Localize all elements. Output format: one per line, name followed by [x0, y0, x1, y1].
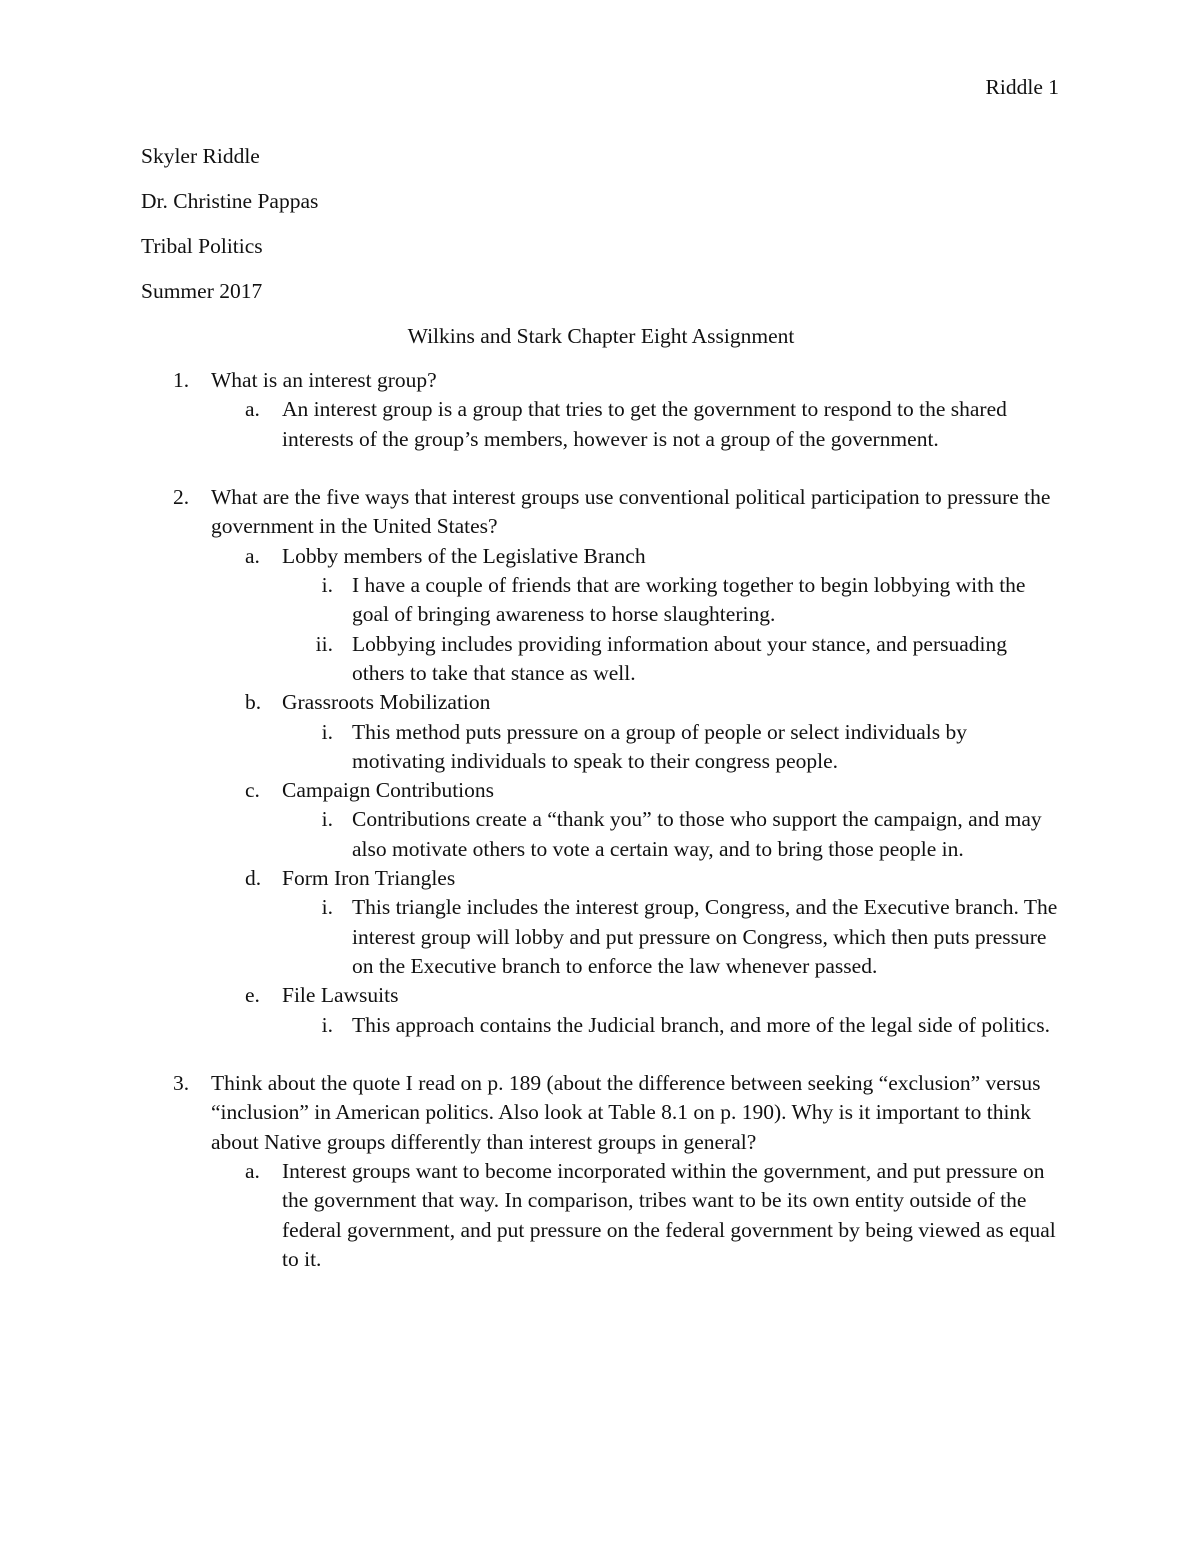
- document-title: Wilkins and Stark Chapter Eight Assignment: [407, 324, 795, 348]
- answer-marker: b.: [245, 690, 262, 715]
- answer-text: Lobby members of the Legislative Branch: [282, 543, 646, 568]
- answer-marker: a.: [245, 1159, 260, 1184]
- sub-answer-marker: i.: [321, 895, 333, 920]
- sub-answer-text: This method puts pressure on a group of people or select individuals by motivating individuals to speak to their congress people.: [352, 719, 968, 773]
- sub-answer-item: [141, 1011, 1061, 1040]
- answer-text: Interest groups want to become incorporated within the government, and put pressure on the government that way. In comparison, tribes want to be its own entity outside of the federal government, and put pressure on the federal government by being viewed as equal to it.: [282, 1159, 1056, 1271]
- mla-heading: [141, 142, 1061, 322]
- question-number: 1.: [173, 368, 190, 392]
- answer-text: File Lawsuits: [282, 983, 399, 1008]
- running-head: Riddle 1: [985, 75, 1059, 99]
- answer-item: [141, 542, 1061, 571]
- question-item: [141, 1069, 1061, 1274]
- sub-answer-marker: ii.: [315, 631, 333, 656]
- sub-answer-marker: i.: [321, 573, 333, 598]
- answer-text: Grassroots Mobilization: [282, 690, 491, 715]
- answer-marker: c.: [245, 778, 260, 803]
- instructor-name: Dr. Christine Pappas: [141, 189, 319, 213]
- sub-answer-item: [141, 630, 1061, 689]
- question-text: What are the five ways that interest groups use conventional political participation to pressure the government in the United States?: [211, 485, 1051, 539]
- sub-answer-text: Lobbying includes providing information about your stance, and persuading others to take that stance as well.: [352, 631, 1008, 685]
- answer-marker: e.: [245, 983, 260, 1008]
- term: Summer 2017: [141, 279, 263, 303]
- sub-answer-text: I have a couple of friends that are working together to begin lobbying with the goal of bringing awareness to horse slaughtering.: [352, 573, 1026, 627]
- answer-text: An interest group is a group that tries to get the government to respond to the shared interests of the group’s members, however is not a group of the government.: [282, 397, 1007, 451]
- course-name: Tribal Politics: [141, 234, 263, 258]
- answer-text: Form Iron Triangles: [282, 866, 456, 891]
- sub-answer-item: [141, 718, 1061, 777]
- answer-marker: a.: [245, 397, 260, 422]
- answer-marker: d.: [245, 866, 262, 891]
- answer-marker: a.: [245, 543, 260, 568]
- question-number: 3.: [173, 1071, 190, 1096]
- student-name: Skyler Riddle: [141, 144, 260, 168]
- answer-item: [141, 395, 1061, 454]
- question-list: [141, 366, 1061, 1274]
- question-number: 2.: [173, 485, 190, 510]
- answer-item: [141, 688, 1061, 717]
- answer-item: [141, 1157, 1061, 1274]
- sub-answer-item: [141, 805, 1061, 864]
- sub-answer-marker: i.: [321, 719, 333, 744]
- sub-answer-marker: i.: [321, 807, 333, 832]
- answer-item: [141, 981, 1061, 1010]
- question-item: [141, 366, 1061, 454]
- answer-text: Campaign Contributions: [282, 778, 495, 803]
- sub-answer-item: [141, 893, 1061, 981]
- question-item: [141, 483, 1061, 1040]
- answer-item: [141, 864, 1061, 893]
- sub-answer-text: Contributions create a “thank you” to those who support the campaign, and may also motivate others to vote a certain way, and to bring those people in.: [352, 807, 1042, 861]
- question-text: What is an interest group?: [211, 368, 437, 392]
- answer-item: [141, 776, 1061, 805]
- sub-answer-item: [141, 571, 1061, 630]
- sub-answer-marker: i.: [321, 1012, 333, 1037]
- sub-answer-text: This approach contains the Judicial branch, and more of the legal side of politics.: [352, 1012, 1050, 1037]
- sub-answer-text: This triangle includes the interest group, Congress, and the Executive branch. The interest group will lobby and put pressure on Congress, which then puts pressure on the Executive branch to enforce the law whenever passed.: [352, 895, 1058, 978]
- question-text: Think about the quote I read on p. 189 (about the difference between seeking “exclusion” versus “inclusion” in American politics. Also look at Table 8.1 on p. 190). Why is it important to think about Native groups differently than interest groups in general?: [211, 1071, 1041, 1154]
